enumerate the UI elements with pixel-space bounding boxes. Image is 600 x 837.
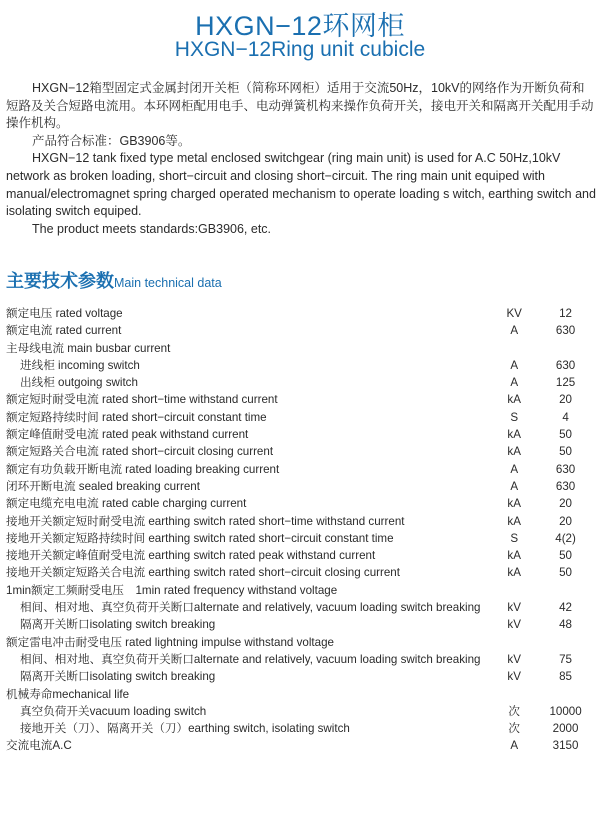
param-unit: 次 xyxy=(508,722,520,736)
param-name: 接地开关额定峰值耐受电流 earthing switch rated peak withstand current xyxy=(6,549,376,563)
param-name: 相间、相对地、真空负荷开关断口alternate and relatively, vacuum loading switch breaking xyxy=(20,652,481,666)
param-name: 机械寿命mechanical life xyxy=(6,687,130,701)
param-unit: kV xyxy=(507,670,521,684)
param-value: 42 xyxy=(559,601,573,615)
table-row xyxy=(6,495,591,512)
param-name: 主母线电流 main busbar current xyxy=(6,341,171,355)
param-name: 真空负荷开关vacuum loading switch xyxy=(20,704,207,718)
table-row xyxy=(6,668,591,685)
param-unit: kA xyxy=(507,514,521,528)
param-value: 630 xyxy=(555,462,576,476)
param-value: 20 xyxy=(559,514,573,528)
param-name: 额定雷电冲击耐受电压 rated lightning impulse withstand voltage xyxy=(6,635,334,649)
param-value: 12 xyxy=(559,307,573,320)
page-subtitle: HXGN−12Ring unit cubicle xyxy=(174,38,426,61)
param-unit: A xyxy=(510,324,519,338)
param-unit: 次 xyxy=(508,704,520,718)
param-value: 4 xyxy=(562,410,569,424)
param-value: 2000 xyxy=(552,722,579,736)
table-row xyxy=(6,582,591,599)
param-value xyxy=(540,634,591,651)
param-name: 闭环开断电流 sealed breaking current xyxy=(6,479,200,493)
intro-paragraph-cn: HXGN−12箱型固定式金属封闭开关柜（简称环网柜）适用于交流50Hz，10kV的网络作为开断负荷和短路及关合短路电流用。本环网柜配用电手、电动弹簧机构来操作负荷开关，接电开关和隔离开关配用手动操作机构。 xyxy=(6,81,594,131)
param-value: 48 xyxy=(559,618,573,632)
param-value xyxy=(540,686,591,703)
table-row xyxy=(6,391,591,408)
table-row xyxy=(6,357,591,374)
param-name: 接地开关额定短路持续时间 earthing switch rated short−circuit constant time xyxy=(6,531,394,545)
param-unit: kA xyxy=(507,566,521,580)
table-row xyxy=(6,305,591,322)
table-row xyxy=(6,737,591,754)
intro-standard-en: The product meets standards:GB3906, etc. xyxy=(32,221,272,236)
param-name: 出线柜 outgoing switch xyxy=(20,376,138,390)
param-value: 50 xyxy=(559,549,573,563)
table-row xyxy=(6,720,591,737)
param-value: 50 xyxy=(559,428,573,442)
intro-text xyxy=(6,80,596,238)
param-unit: KV xyxy=(506,307,522,320)
table-row xyxy=(6,461,591,478)
param-unit: A xyxy=(510,358,519,372)
table-row xyxy=(6,634,591,651)
table-row xyxy=(6,426,591,443)
param-unit xyxy=(488,634,540,651)
param-value: 20 xyxy=(559,393,573,407)
param-value: 85 xyxy=(559,670,573,684)
param-name: 接地开关额定短路关合电流 earthing switch rated short−circuit closing current xyxy=(6,566,400,580)
param-value: 20 xyxy=(559,497,573,511)
param-name: 隔离开关断口isolating switch breaking xyxy=(20,670,216,684)
intro-paragraph-en: HXGN−12 tank fixed type metal enclosed switchgear (ring main unit) is used for A.C 50Hz,10kV network as broken loading, short−circuit and closing short−circuit. The ring main unit equiped with manual/electromagnet spring charged operated mechanism to operate loading s witch, earthing switch and isolating switch equiped. xyxy=(6,151,596,219)
param-unit: kV xyxy=(507,618,521,632)
param-unit xyxy=(488,340,540,357)
table-row xyxy=(6,322,591,339)
param-name: 额定短路关合电流 rated short−circuit closing current xyxy=(6,445,274,459)
param-unit: A xyxy=(510,376,519,390)
param-value: 630 xyxy=(555,358,576,372)
param-value: 630 xyxy=(555,479,576,493)
table-row xyxy=(6,686,591,703)
param-unit: A xyxy=(510,479,519,493)
page-title: HXGN−12环网柜 xyxy=(195,11,405,41)
param-name: 进线柜 incoming switch xyxy=(20,358,140,372)
section-title-cn: 主要技术参数 xyxy=(6,271,114,291)
table-row xyxy=(6,564,591,581)
param-unit: kA xyxy=(507,497,521,511)
param-unit xyxy=(488,582,540,599)
param-value: 75 xyxy=(559,652,573,666)
param-unit: kA xyxy=(507,428,521,442)
param-value: 125 xyxy=(555,376,576,390)
param-value: 50 xyxy=(559,566,573,580)
intro-standard-cn: 产品符合标准：GB3906等。 xyxy=(32,133,191,148)
param-name: 1min额定工频耐受电压 1min rated frequency withstand voltage xyxy=(6,583,338,597)
param-name: 额定短时耐受电流 rated short−time withstand current xyxy=(6,393,278,407)
table-row xyxy=(6,599,591,616)
param-name: 额定电压 rated voltage xyxy=(6,307,123,320)
param-value xyxy=(540,340,591,357)
param-value: 630 xyxy=(555,324,576,338)
table-row xyxy=(6,530,591,547)
param-name: 隔离开关断口isolating switch breaking xyxy=(20,618,216,632)
param-unit: A xyxy=(510,462,519,476)
param-unit: kV xyxy=(507,652,521,666)
section-title-en: Main technical data xyxy=(114,276,222,290)
param-unit xyxy=(488,686,540,703)
param-unit: kV xyxy=(507,601,521,615)
param-value: 3150 xyxy=(552,739,579,753)
param-name: 交流电流A.C xyxy=(6,739,72,753)
param-value xyxy=(540,582,591,599)
table-row xyxy=(6,513,591,530)
param-unit: A xyxy=(510,739,519,753)
param-value: 10000 xyxy=(549,704,582,718)
param-unit: kA xyxy=(507,393,521,407)
param-name: 额定有功负载开断电流 rated loading breaking current xyxy=(6,462,280,476)
param-name: 额定峰值耐受电流 rated peak withstand current xyxy=(6,428,249,442)
param-name: 额定电缆充电电流 rated cable charging current xyxy=(6,497,247,511)
param-name: 相间、相对地、真空负荷开关断口alternate and relatively, vacuum loading switch breaking xyxy=(20,601,481,615)
param-name: 接地开关（刀）、隔离开关（刀）earthing switch, isolating switch xyxy=(20,722,350,736)
table-row xyxy=(6,340,591,357)
table-row xyxy=(6,616,591,633)
param-name: 额定电流 rated current xyxy=(6,324,122,338)
param-value: 4(2) xyxy=(555,531,576,545)
table-row xyxy=(6,651,591,668)
param-unit: S xyxy=(510,531,519,545)
table-row xyxy=(6,703,591,720)
param-unit: S xyxy=(510,410,519,424)
table-row xyxy=(6,409,591,426)
table-row xyxy=(6,478,591,495)
params-table xyxy=(6,305,591,755)
table-row xyxy=(6,443,591,460)
param-unit: kA xyxy=(507,445,521,459)
table-row xyxy=(6,547,591,564)
section-heading xyxy=(6,267,222,293)
table-row xyxy=(6,374,591,391)
param-value: 50 xyxy=(559,445,573,459)
param-unit: kA xyxy=(507,549,521,563)
param-name: 额定短路持续时间 rated short−circuit constant time xyxy=(6,410,267,424)
param-name: 接地开关额定短时耐受电流 earthing switch rated short−time withstand current xyxy=(6,514,405,528)
